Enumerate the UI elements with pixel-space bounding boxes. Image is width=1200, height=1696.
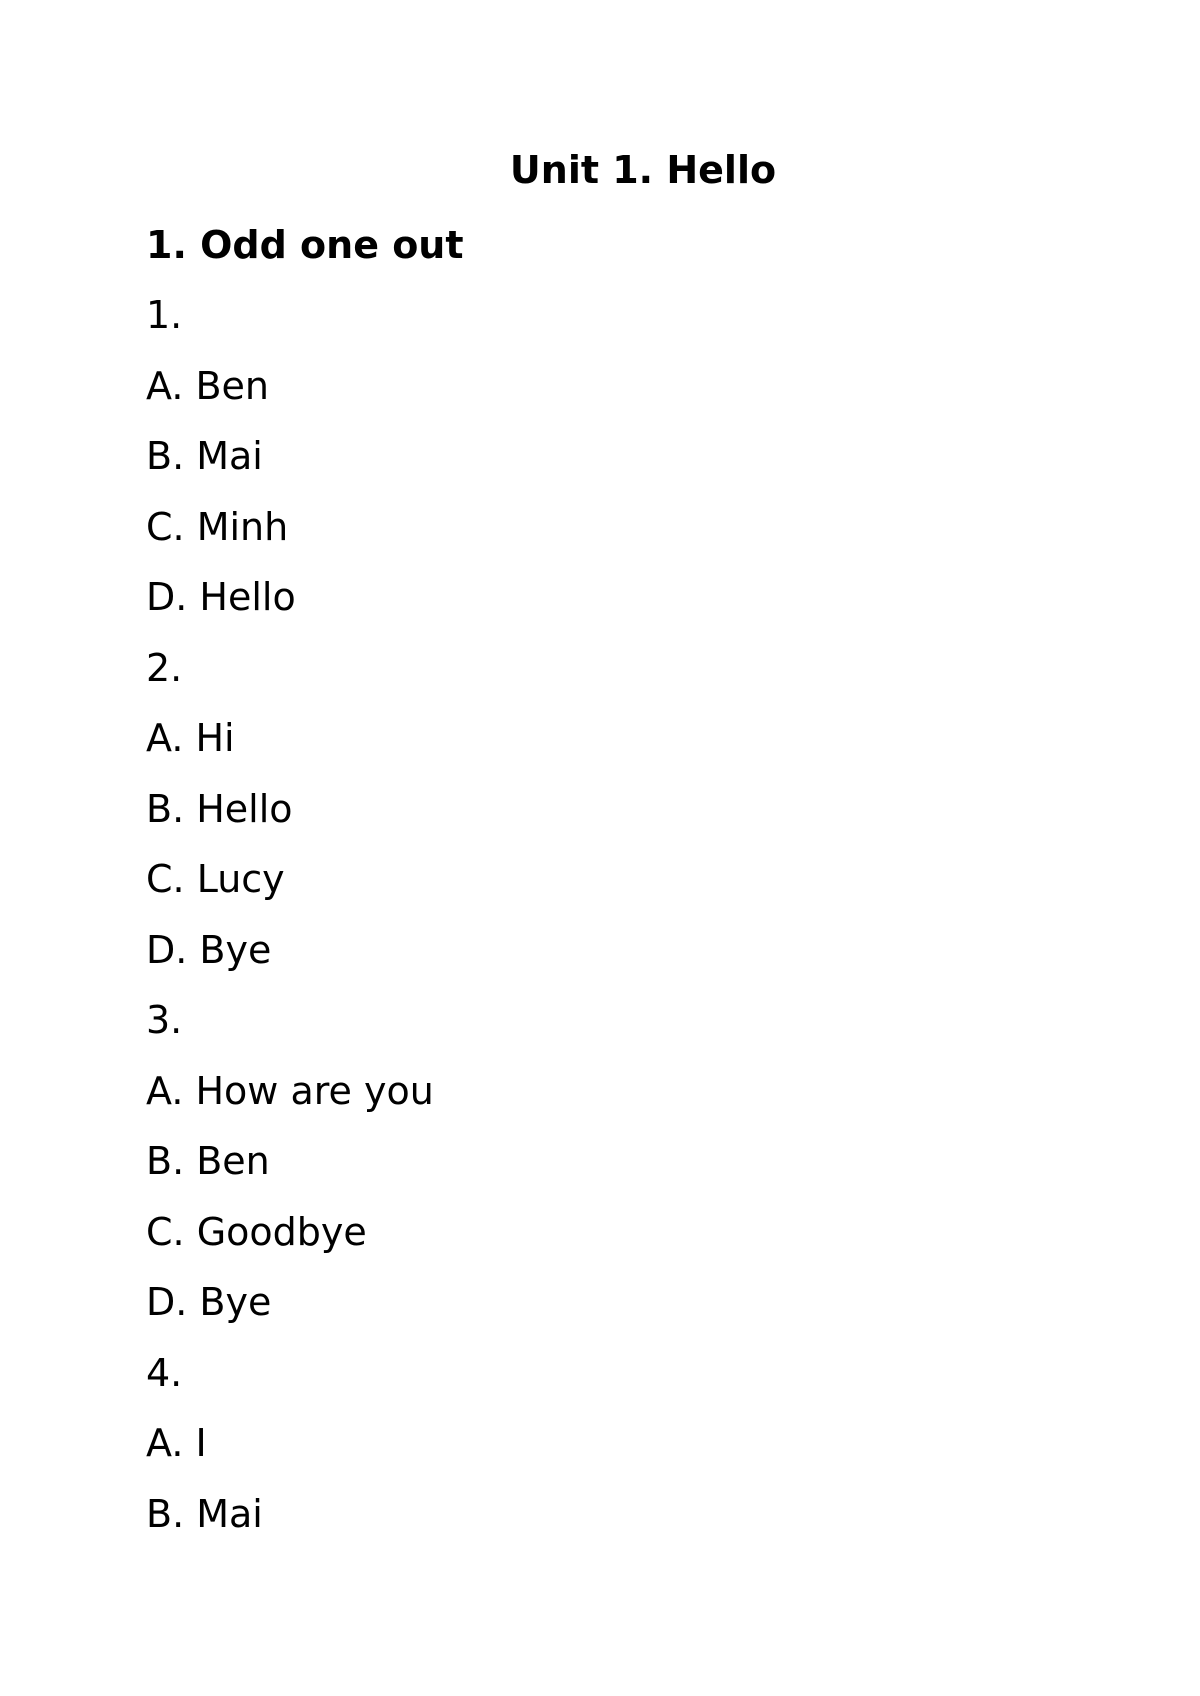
answer-option: A. I xyxy=(146,1421,207,1465)
question-number: 4. xyxy=(146,1350,183,1395)
answer-option: A. Ben xyxy=(146,363,270,408)
answer-option: C. Lucy xyxy=(146,857,285,901)
exercise-content xyxy=(146,210,1146,1549)
answer-option: D. Bye xyxy=(146,1280,272,1324)
answer-option: C. Goodbye xyxy=(146,1209,367,1254)
answer-option: A. Hi xyxy=(146,716,235,760)
section-heading: 1. Odd one out xyxy=(146,223,464,267)
answer-option: D. Hello xyxy=(146,575,296,619)
page-title: Unit 1. Hello xyxy=(509,148,777,192)
question-number: 1. xyxy=(146,293,183,337)
answer-option: B. Mai xyxy=(146,1491,263,1536)
question-number: 2. xyxy=(146,645,183,690)
answer-option: B. Hello xyxy=(146,786,293,831)
answer-option: B. Ben xyxy=(146,1139,270,1183)
answer-option: B. Mai xyxy=(146,434,263,478)
answer-option: A. How are you xyxy=(146,1068,434,1113)
question-number: 3. xyxy=(146,998,183,1042)
answer-option: C. Minh xyxy=(146,504,289,549)
answer-option: D. Bye xyxy=(146,927,272,972)
